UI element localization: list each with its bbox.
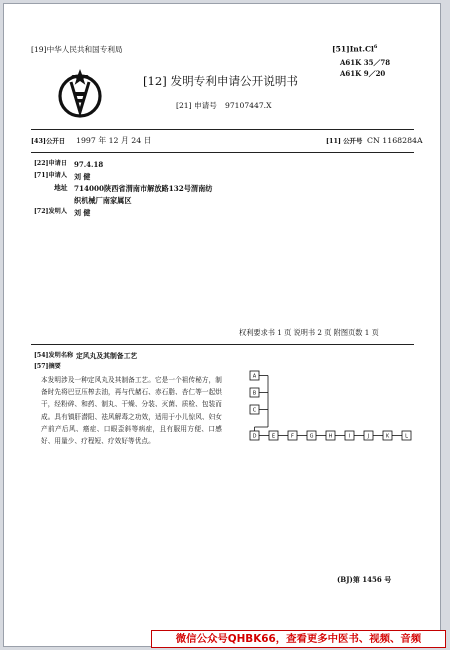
publication-number-label: [11] 公开号 bbox=[326, 137, 363, 145]
filing-date-label: [22]申请日 bbox=[34, 160, 68, 167]
flow-label-j: J bbox=[367, 433, 370, 440]
flow-label-i: I bbox=[348, 433, 351, 440]
applicant-label: [71]申请人 bbox=[34, 172, 68, 179]
intcl-label: [51]Int.Cl$^6$ bbox=[332, 44, 378, 54]
office-name: [19]中华人民共和国专利局 bbox=[31, 45, 123, 54]
application-number-label: [21] 申请号 bbox=[176, 101, 217, 110]
footer-code: (BJ)第 1456 号 bbox=[337, 575, 392, 584]
process-flow-diagram bbox=[226, 369, 426, 465]
patent-document-page bbox=[3, 3, 441, 647]
applicant-name: 刘 健 bbox=[74, 172, 91, 181]
flow-label-k: K bbox=[385, 433, 390, 440]
flow-label-c: C bbox=[252, 407, 257, 414]
patent-office-emblem bbox=[57, 66, 103, 118]
flow-label-e: E bbox=[271, 433, 276, 440]
flow-label-g: G bbox=[309, 433, 314, 440]
pages-summary: 权利要求书 1 页 说明书 2 页 附图页数 1 页 bbox=[239, 328, 379, 337]
flow-label-h: H bbox=[328, 433, 333, 440]
address-line-2: 织机械厂南家属区 bbox=[74, 196, 132, 205]
flow-label-b: B bbox=[252, 390, 257, 397]
abstract-text: 本发明涉及一种定风丸及其制备工艺。它是一个祖传秘方，制备时先将巴豆压榨去油，再与代赭石、赤石脂、杏仁等一起烘干，经粉碎、和药、制丸、干燥、分装、灭菌、质检、包装而成。具有镇肝潜阳、祛风解毒之功效，适用于小儿惊风、妇女产前产后风、癌症、口眼歪斜等病症，且有服用方便、口感好、用量少、疗程短、疗效好等优点。 bbox=[41, 376, 222, 446]
invention-title-label: [54]发明名称 bbox=[34, 352, 74, 359]
flow-label-d: D bbox=[252, 433, 257, 440]
document-type-title: [12] 发明专利申请公开说明书 bbox=[143, 74, 299, 88]
invention-title: 定风丸及其制备工艺 bbox=[76, 352, 138, 360]
address-label: 地址 bbox=[54, 184, 68, 192]
top-rule bbox=[31, 129, 414, 130]
flow-label-f: F bbox=[291, 433, 294, 440]
publication-date-label: [43]公开日 bbox=[31, 137, 66, 145]
filing-date: 97.4.18 bbox=[74, 160, 104, 169]
flow-label-a: A bbox=[252, 373, 257, 380]
flow-label-l: L bbox=[405, 433, 408, 440]
publication-date: 1997 年 12 月 24 日 bbox=[76, 136, 152, 145]
third-rule bbox=[31, 344, 414, 345]
second-rule bbox=[31, 152, 414, 153]
publication-number: CN 1168284A bbox=[367, 136, 423, 145]
viewer-scroll-edge bbox=[441, 0, 450, 650]
abstract-label: [57]摘要 bbox=[34, 363, 61, 370]
address-line-1: 714000陕西省渭南市解放路132号渭南纺 bbox=[74, 184, 213, 193]
ipc-code-1: A61K 35／78 bbox=[340, 58, 391, 67]
application-number: 97107447.X bbox=[225, 101, 272, 110]
ipc-code-2: A61K 9／20 bbox=[340, 69, 386, 78]
inventor-label: [72]发明人 bbox=[34, 208, 68, 215]
promo-banner[interactable]: 微信公众号QHBK66，查看更多中医书、视频、音频 bbox=[151, 630, 446, 648]
inventor-name: 刘 健 bbox=[74, 208, 91, 217]
